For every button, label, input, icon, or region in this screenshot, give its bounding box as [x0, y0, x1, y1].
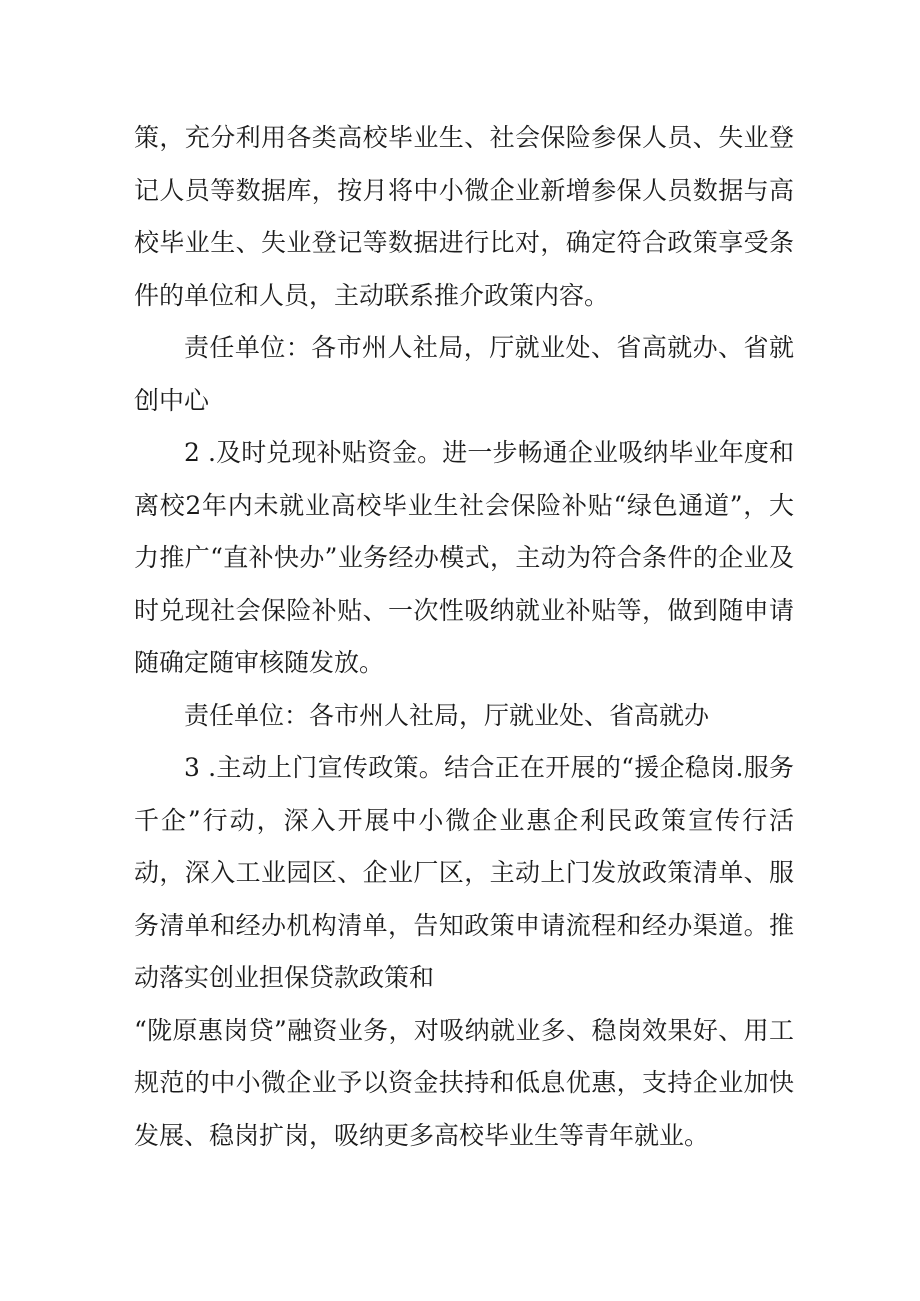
paragraph-financing-support: “陇原惠岗贷”融资业务，对吸纳就业多、稳岗效果好、用工规范的中小微企业予以资金扶持和低息优惠，支持企业加快发展、稳岗扩岗，吸纳更多高校毕业生等青年就业。	[134, 1015, 794, 1150]
paragraph-responsible-units-2: 责任单位：各市州人社局，厅就业处、省高就办	[184, 700, 710, 730]
paragraph-policy-data-matching: 策，充分利用各类高校毕业生、社会保险参保人员、失业登记人员等数据库，按月将中小微企业新增参保人员数据与高校毕业生、失业登记等数据进行比对，确定符合政策享受条件的单位和人员，主动联系推介政策内容。	[134, 123, 794, 310]
document-body	[134, 112, 794, 1162]
paragraph-policy-promotion: 3 .主动上门宣传政策。结合正在开展的“援企稳岗.服务千企”行动，深入开展中小微企业惠企利民政策宣传行活动，深入工业园区、企业厂区，主动上门发放政策清单、服务清单和经办机构清单，告知政策申请流程和经办渠道。推动落实创业担保贷款政策和	[134, 753, 794, 992]
paragraph-responsible-units-1: 责任单位：各市州人社局，厅就业处、省高就办、省就创中心	[134, 333, 794, 415]
paragraph-subsidy-payment: 2 .及时兑现补贴资金。进一步畅通企业吸纳毕业年度和离校2年内未就业高校毕业生社会保险补贴“绿色通道”，大力推广“直补快办”业务经办模式，主动为符合条件的企业及时兑现社会保险补贴、一次性吸纳就业补贴等，做到随申请随确定随审核随发放。	[134, 438, 794, 677]
